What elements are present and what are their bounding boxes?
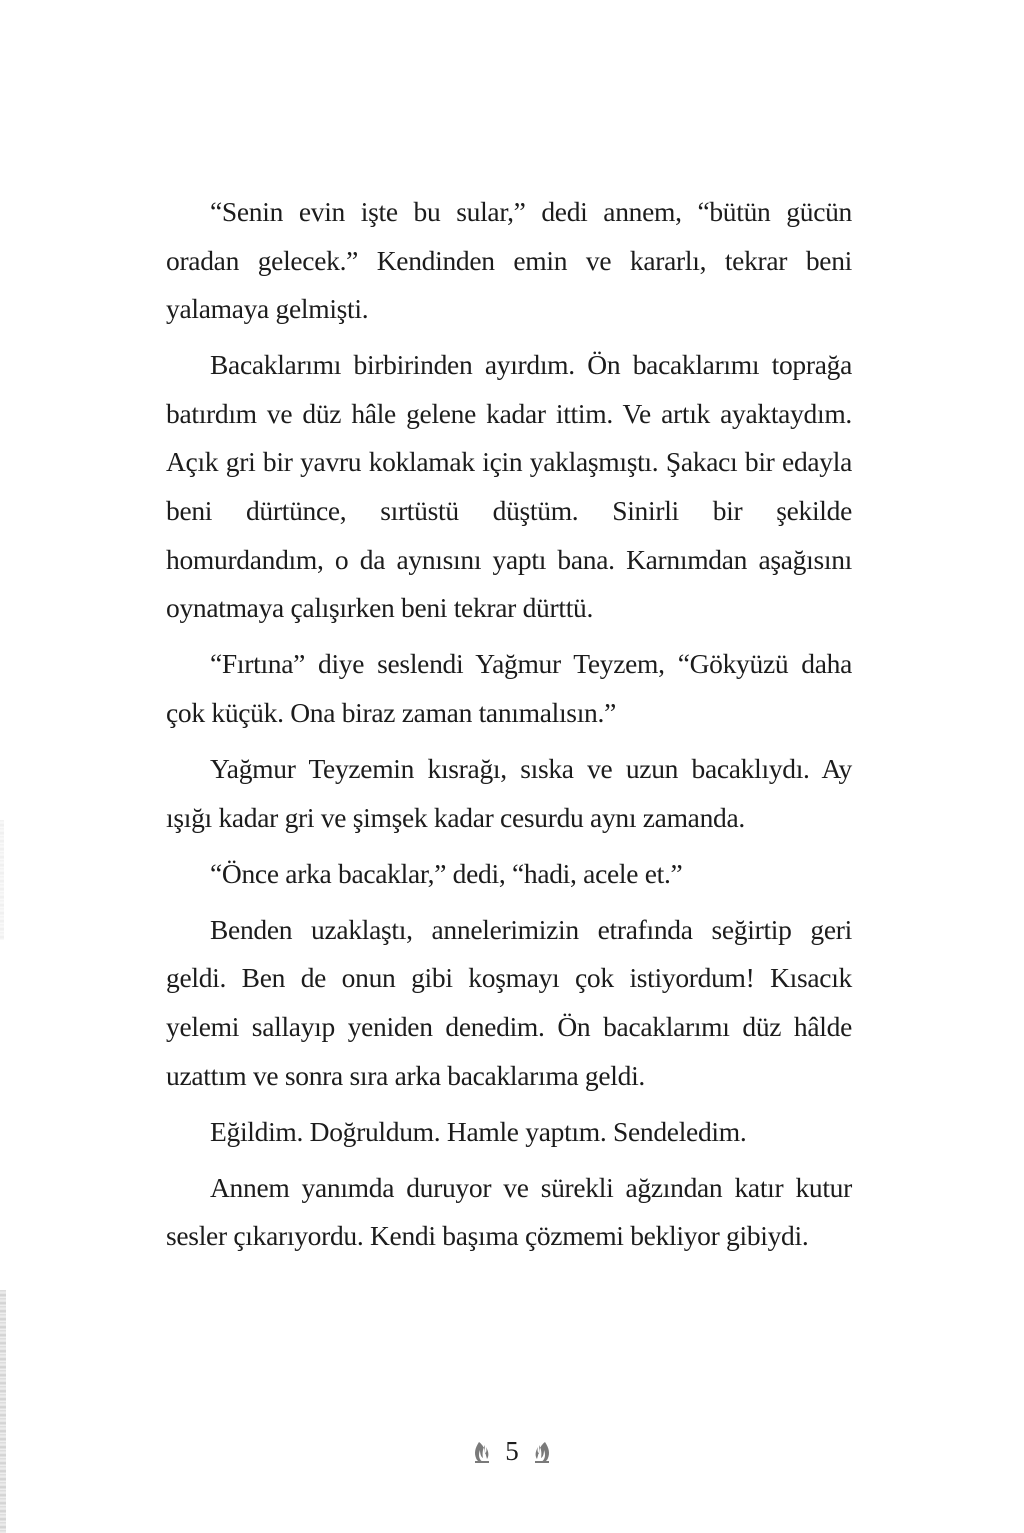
paragraph: “Önce arka bacaklar,” dedi, “hadi, acele et.” xyxy=(210,857,683,889)
page-footer xyxy=(0,1438,1024,1465)
paragraph: Benden uzaklaştı, annelerimizin etrafında seğirtip geri geldi. Ben de onun gibi koşmayı çok istiyordum! Kısacık yelemi sallayıp yeniden denedim. Ön bacaklarımı düz hâlde uzattım ve sonra sıra arka bacaklarıma geldi. xyxy=(166,913,852,1091)
flame-icon xyxy=(533,1440,551,1464)
paragraph: “Senin evin işte bu sular,” dedi annem, “bütün gücün oradan gelecek.” Kendinden emin ve kararlı, tekrar beni yalamaya gelmişti. xyxy=(166,196,852,325)
flame-icon xyxy=(473,1440,491,1464)
paragraph: Yağmur Teyzemin kısrağı, sıska ve uzun bacaklıydı. Ay ışığı kadar gri ve şimşek kadar cesurdu aynı zamanda. xyxy=(166,753,852,833)
page-body xyxy=(166,188,852,1268)
page-edge-texture xyxy=(0,1290,6,1533)
paragraph: Bacaklarımı birbirinden ayırdım. Ön bacaklarımı toprağa batırdım ve düz hâle gelene kadar ittim. Ve artık ayaktaydım. Açık gri bir yavru koklamak için yaklaşmıştı. Şakacı bir edayla beni dürtünce, sırtüstü düştüm. Sinirli bir şekilde homurdandım, o da aynısını yaptı bana. Karnımdan aşağısını oynatmaya çalışırken beni tekrar dürttü. xyxy=(166,349,852,624)
page-edge-texture-faint xyxy=(0,820,4,940)
paragraph: “Fırtına” diye seslendi Yağmur Teyzem, “Gökyüzü daha çok küçük. Ona biraz zaman tanımalısın.” xyxy=(166,648,852,728)
page-number: 5 xyxy=(505,1436,519,1466)
paragraph: Eğildim. Doğruldum. Hamle yaptım. Sendeledim. xyxy=(210,1115,747,1147)
paragraph: Annem yanımda duruyor ve sürekli ağzından katır kutur sesler çıkarıyordu. Kendi başıma çözmemi bekliyor gibiydi. xyxy=(166,1171,852,1252)
